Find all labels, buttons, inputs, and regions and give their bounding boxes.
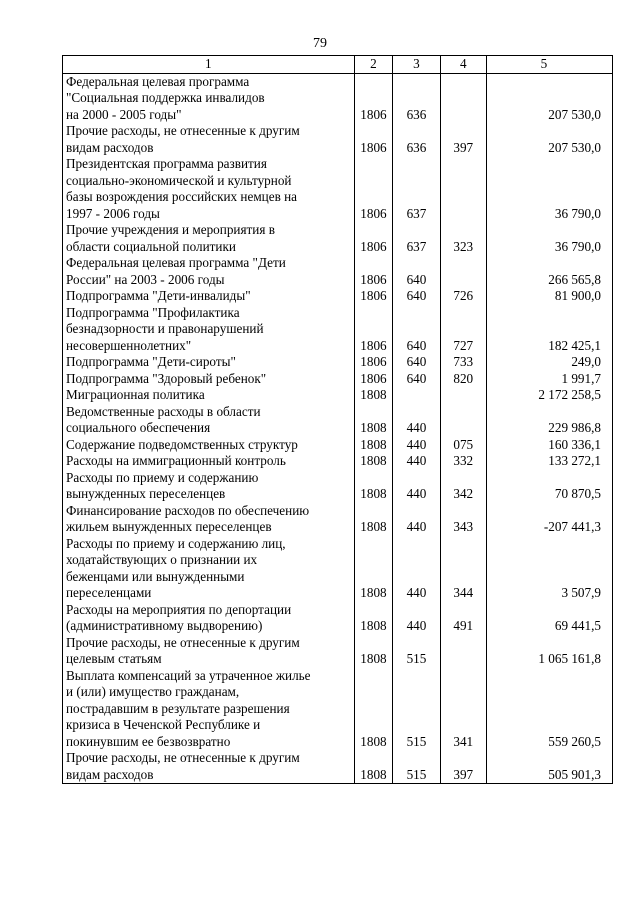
target-article-code-cell: 637 [393,156,440,222]
amount-cell: 3 507,9 [486,536,612,602]
row-name-cell [63,156,355,222]
table-row [63,255,613,288]
row-name-cell [63,750,355,784]
target-article-code-cell: 440 [393,437,440,454]
expense-type-code-cell [440,404,486,437]
target-article-code-cell: 440 [393,404,440,437]
row-name-line: 1997 - 2006 годы [66,205,160,221]
amount-cell: -207 441,3 [486,503,612,536]
amount-cell: 36 790,0 [486,222,612,255]
section-code-cell: 1806 [354,255,393,288]
row-name-cell [63,536,355,602]
row-name-cell [63,602,355,635]
target-article-code-cell: 515 [393,668,440,751]
row-name-line: несовершеннолетних" [66,337,192,353]
table-row [63,470,613,503]
row-name-line: области социальной политики [66,238,236,254]
row-name-line: ходатайствующих о признании их [66,552,258,567]
row-name-cell [63,470,355,503]
expense-type-code-cell [440,156,486,222]
expense-type-code-cell: 820 [440,371,486,388]
row-name-line: Подпрограмма "Профилактика [66,304,240,320]
section-code-cell: 1808 [354,453,393,470]
table-row [63,668,613,751]
section-code-cell: 1806 [354,305,393,355]
row-name-cell [63,73,355,123]
row-name-cell [63,123,355,156]
section-code-cell: 1808 [354,387,393,404]
row-name-line: Выплата компенсаций за утраченное жилье [66,667,311,683]
amount-cell: 2 172 258,5 [486,387,612,404]
target-article-code-cell: 640 [393,288,440,305]
table-row [63,404,613,437]
page-number: 79 [313,36,327,51]
row-name-line: Прочие расходы, не отнесенные к другим [66,750,300,765]
row-name-line: Президентская программа развития [66,156,267,171]
expense-type-code-cell: 491 [440,602,486,635]
row-name-line: (административному выдворению) [66,618,263,633]
row-name-line: Расходы по приему и содержанию лиц, [66,535,286,551]
section-code-cell: 1808 [354,404,393,437]
column-header-1: 1 [63,56,355,74]
expense-type-code-cell: 341 [440,668,486,751]
amount-cell: 229 986,8 [486,404,612,437]
row-name-line: Подпрограмма "Дети-сироты" [66,354,236,369]
expense-type-code-cell [440,387,486,404]
section-code-cell: 1806 [354,371,393,388]
section-code-cell: 1806 [354,156,393,222]
table-row [63,387,613,404]
target-article-code-cell: 636 [393,73,440,123]
target-article-code-cell: 440 [393,503,440,536]
section-code-cell: 1808 [354,602,393,635]
target-article-code-cell [393,387,440,404]
amount-cell: 70 870,5 [486,470,612,503]
target-article-code-cell: 515 [393,635,440,668]
table-row [63,635,613,668]
row-name-cell [63,222,355,255]
table-row [63,123,613,156]
row-name-line: России" на 2003 - 2006 годы [66,271,225,287]
expense-type-code-cell [440,73,486,123]
expense-type-code-cell: 397 [440,750,486,784]
amount-cell: 207 530,0 [486,123,612,156]
column-header-2: 2 [354,56,393,74]
section-code-cell: 1806 [354,222,393,255]
amount-cell: 266 565,8 [486,255,612,288]
table-row [63,354,613,371]
amount-cell: 182 425,1 [486,305,612,355]
row-name-cell [63,503,355,536]
section-code-cell: 1808 [354,437,393,454]
target-article-code-cell: 640 [393,354,440,371]
row-name-line: Содержание подведомственных структур [66,436,298,452]
target-article-code-cell: 637 [393,222,440,255]
amount-cell: 249,0 [486,354,612,371]
target-article-code-cell: 440 [393,602,440,635]
expense-type-code-cell: 332 [440,453,486,470]
expense-type-code-cell: 323 [440,222,486,255]
section-code-cell: 1808 [354,668,393,751]
row-name-cell [63,255,355,288]
row-name-line: Прочие расходы, не отнесенные к другим [66,634,300,650]
expense-type-code-cell: 733 [440,354,486,371]
section-code-cell: 1808 [354,635,393,668]
section-code-cell: 1808 [354,470,393,503]
table-row [63,156,613,222]
table-row [63,503,613,536]
section-code-cell: 1808 [354,503,393,536]
section-code-cell: 1806 [354,73,393,123]
amount-cell: 207 530,0 [486,73,612,123]
target-article-code-cell: 640 [393,255,440,288]
row-name-cell [63,668,355,751]
row-name-line: Расходы на мероприятия по депортации [66,601,292,617]
section-code-cell: 1806 [354,123,393,156]
budget-table [62,55,613,784]
table-row [63,602,613,635]
table-row [63,73,613,123]
table-row [63,453,613,470]
row-name-line: Расходы на иммиграционный контроль [66,453,286,468]
column-header-5: 5 [486,56,612,74]
row-name-line: социального обеспечения [66,420,211,435]
amount-cell: 81 900,0 [486,288,612,305]
row-name-line: социально-экономической и культурной [66,172,292,188]
expense-type-code-cell: 075 [440,437,486,454]
row-name-line: безнадзорности и правонарушений [66,321,264,336]
column-header-4: 4 [440,56,486,74]
row-name-cell [63,635,355,668]
target-article-code-cell: 440 [393,453,440,470]
row-name-line: переселенцами [66,585,152,600]
expense-type-code-cell [440,255,486,288]
row-name-line: Прочие учреждения и мероприятия в [66,222,275,237]
table-header [63,56,613,74]
row-name-line: беженцами или вынужденными [66,568,245,584]
table-row [63,437,613,454]
row-name-cell [63,387,355,404]
section-code-cell: 1808 [354,536,393,602]
row-name-line: видам расходов [66,766,154,782]
header-row [63,56,613,74]
amount-cell: 1 065 161,8 [486,635,612,668]
row-name-line: базы возрождения российских немцев на [66,189,298,204]
expense-type-code-cell: 397 [440,123,486,156]
target-article-code-cell: 515 [393,750,440,784]
row-name-line: Финансирование расходов по обеспечению [66,502,310,518]
row-name-line: Расходы по приему и содержанию [66,469,259,485]
row-name-line: покинувшим ее безвозвратно [66,733,231,749]
section-code-cell: 1806 [354,354,393,371]
expense-type-code-cell: 342 [440,470,486,503]
amount-cell: 36 790,0 [486,156,612,222]
row-name-line: Прочие расходы, не отнесенные к другим [66,123,300,138]
table-row [63,305,613,355]
row-name-line: пострадавшим в результате разрешения [66,700,290,716]
row-name-line: кризиса в Чеченской Республике и [66,717,261,732]
amount-cell: 559 260,5 [486,668,612,751]
expense-type-code-cell: 343 [440,503,486,536]
expense-type-code-cell: 727 [440,305,486,355]
amount-cell: 69 441,5 [486,602,612,635]
table-row [63,371,613,388]
row-name-cell [63,437,355,454]
section-code-cell: 1806 [354,288,393,305]
row-name-line: Ведомственные расходы в области [66,403,261,419]
amount-cell: 160 336,1 [486,437,612,454]
row-name-line: "Социальная поддержка инвалидов [66,90,265,105]
amount-cell: 1 991,7 [486,371,612,388]
expense-type-code-cell: 726 [440,288,486,305]
row-name-cell [63,305,355,355]
expense-type-code-cell [440,635,486,668]
target-article-code-cell: 640 [393,371,440,388]
table-row [63,750,613,784]
row-name-line: целевым статьям [66,651,162,666]
expense-type-code-cell: 344 [440,536,486,602]
target-article-code-cell: 440 [393,470,440,503]
section-code-cell: 1808 [354,750,393,784]
target-article-code-cell: 636 [393,123,440,156]
row-name-line: жильем вынужденных переселенцев [66,519,272,534]
table-row [63,222,613,255]
row-name-cell [63,371,355,388]
table-row [63,536,613,602]
target-article-code-cell: 440 [393,536,440,602]
amount-cell: 133 272,1 [486,453,612,470]
row-name-line: на 2000 - 2005 годы" [66,106,182,122]
row-name-cell [63,404,355,437]
amount-cell: 505 901,3 [486,750,612,784]
target-article-code-cell: 640 [393,305,440,355]
row-name-line: Федеральная целевая программа [66,73,250,89]
row-name-line: Подпрограмма "Дети-инвалиды" [66,288,251,303]
table-body [63,73,613,784]
row-name-line: Подпрограмма "Здоровый ребенок" [66,370,267,386]
row-name-line: и (или) имущество гражданам, [66,684,240,699]
row-name-cell [63,354,355,371]
row-name-line: вынужденных переселенцев [66,486,226,501]
row-name-cell [63,453,355,470]
row-name-line: Миграционная политика [66,387,205,402]
table-row [63,288,613,305]
column-header-3: 3 [393,56,440,74]
row-name-line: Федеральная целевая программа "Дети [66,255,286,270]
row-name-line: видам расходов [66,139,154,155]
row-name-cell [63,288,355,305]
